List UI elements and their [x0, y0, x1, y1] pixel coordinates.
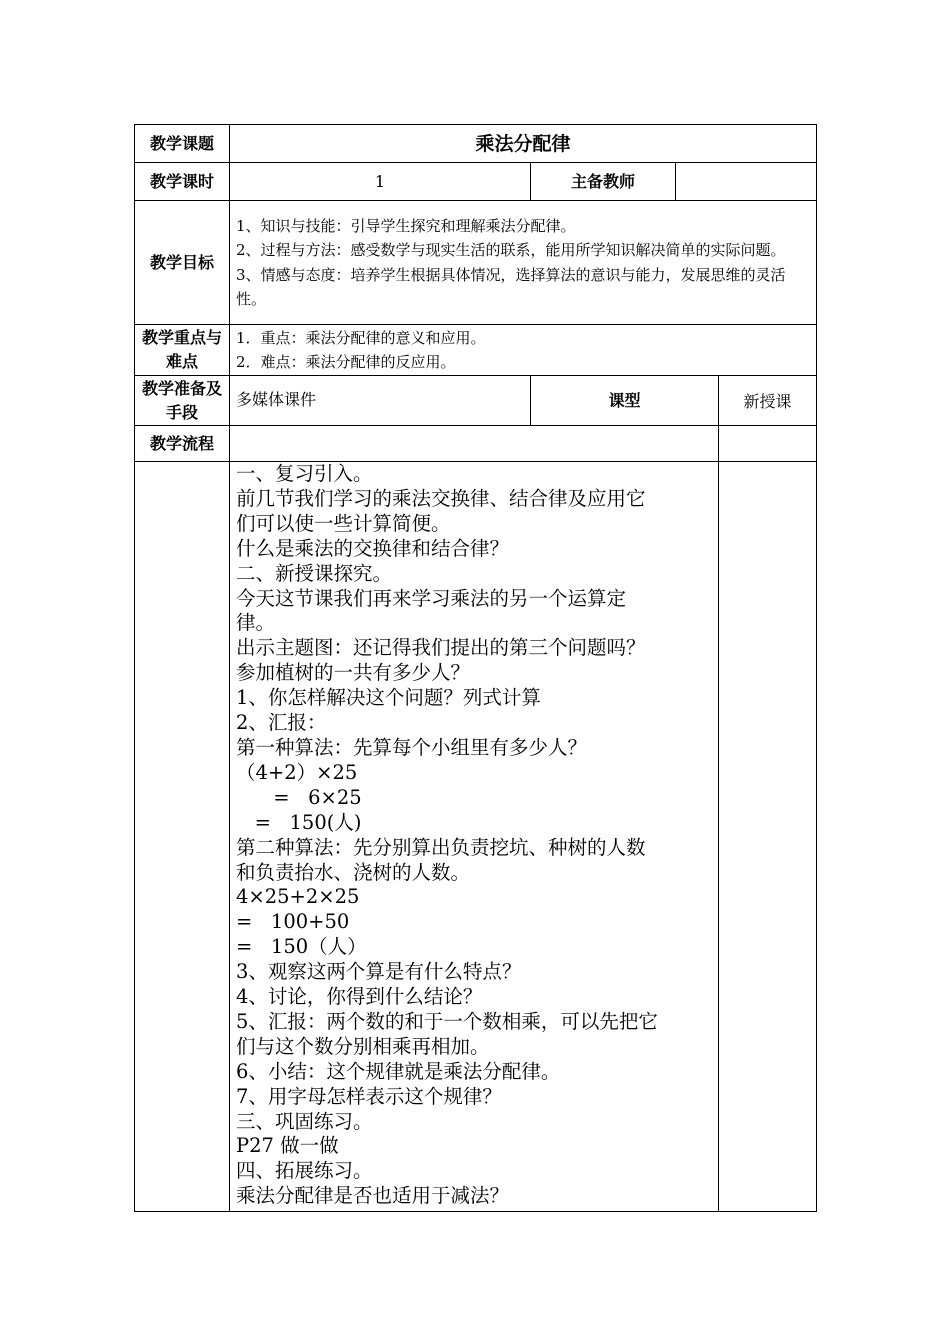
objectives-content: [230, 201, 817, 325]
row-key-points: [135, 325, 817, 376]
process-line: 6、小结：这个规律就是乘法分配律。: [236, 1059, 561, 1083]
row-process: [135, 462, 817, 1212]
lesson-topic-label: 教学课题: [135, 125, 230, 163]
process-line: = 150（人）: [236, 935, 367, 959]
lesson-type-value: 新授课: [719, 376, 817, 426]
lesson-topic-value: 乘法分配律: [230, 125, 817, 163]
process-line: 什么是乘法的交换律和结合律？: [236, 536, 510, 560]
process-line: 参加植树的一共有多少人？: [236, 661, 471, 685]
process-line: 二、新授课探究。: [236, 561, 393, 585]
process-line: 们与这个数分别相乘再相加。: [236, 1034, 490, 1058]
lesson-type-label: 课型: [531, 376, 719, 426]
objectives-label: 教学目标: [135, 201, 230, 325]
process-line: = 100+50: [236, 910, 350, 934]
process-line: 出示主题图：还记得我们提出的第三个问题吗？: [236, 636, 646, 660]
lesson-plan-table: [134, 124, 817, 1212]
process-line: = 150(人): [236, 810, 362, 834]
row-preparation: [135, 376, 817, 426]
class-hours-value: 1: [230, 163, 531, 201]
process-line: 三、巩固练习。: [236, 1109, 373, 1133]
process-content: [230, 462, 719, 1212]
objective-item: 3、情感与态度：培养学生根据具体情况，选择算法的意识与能力，发展思维的灵活性。: [236, 265, 786, 308]
process-line: 和负责抬水、浇树的人数。: [236, 860, 471, 884]
process-line: 律。: [236, 611, 276, 635]
process-header-blank: [230, 426, 719, 462]
row-class-hours: [135, 163, 817, 201]
process-line: 今天这节课我们再来学习乘法的另一个运算定: [236, 586, 627, 610]
process-line: 第二种算法：先分别算出负责挖坑、种树的人数: [236, 835, 646, 859]
process-line: 5、汇报：两个数的和于一个数相乘，可以先把它: [236, 1009, 658, 1033]
objective-item: 2、过程与方法：感受数学与现实生活的联系，能用所学知识解决简单的实际问题。: [236, 241, 786, 259]
process-header-notes: [719, 426, 817, 462]
preparation-value: 多媒体课件: [230, 376, 531, 426]
process-line: 1、你怎样解决这个问题？列式计算: [236, 686, 541, 710]
class-hours-label: 教学课时: [135, 163, 230, 201]
main-teacher-label: 主备教师: [531, 163, 676, 201]
process-label: 教学流程: [135, 426, 230, 462]
process-line: 3、观察这两个算是有什么特点？: [236, 960, 522, 984]
process-side-blank: [135, 462, 230, 1212]
process-line: 前几节我们学习的乘法交换律、结合律及应用它: [236, 486, 646, 510]
process-notes-blank: [719, 462, 817, 1212]
row-objectives: [135, 201, 817, 325]
process-line: 7、用字母怎样表示这个规律？: [236, 1084, 502, 1108]
objective-item: 1、知识与技能：引导学生探究和理解乘法分配律。: [236, 216, 576, 235]
process-line: （4+2）×25: [236, 760, 358, 784]
process-line: P27 做一做: [236, 1134, 339, 1158]
key-points-label: 教学重点与难点: [135, 325, 230, 376]
row-process-header: [135, 426, 817, 462]
key-point-item: 1．重点：乘法分配律的意义和应用。: [236, 328, 486, 347]
main-teacher-value: [676, 163, 817, 201]
process-line: = 6×25: [236, 785, 362, 809]
process-line: 四、拓展练习。: [236, 1159, 373, 1183]
process-line: 4、讨论，你得到什么结论？: [236, 985, 483, 1009]
row-lesson-topic: [135, 125, 817, 163]
process-line: 2、汇报：: [236, 711, 327, 735]
key-points-content: [230, 325, 817, 376]
key-point-item: 2．难点：乘法分配律的反应用。: [236, 353, 456, 371]
process-line: 乘法分配律是否也适用于减法？: [236, 1184, 510, 1208]
process-line: 们可以使一些计算简便。: [236, 511, 451, 535]
process-line: 4×25+2×25: [236, 885, 360, 909]
process-line: 一、复习引入。: [236, 462, 373, 485]
process-line: 第一种算法：先算每个小组里有多少人？: [236, 735, 588, 759]
preparation-label: 教学准备及手段: [135, 376, 230, 426]
